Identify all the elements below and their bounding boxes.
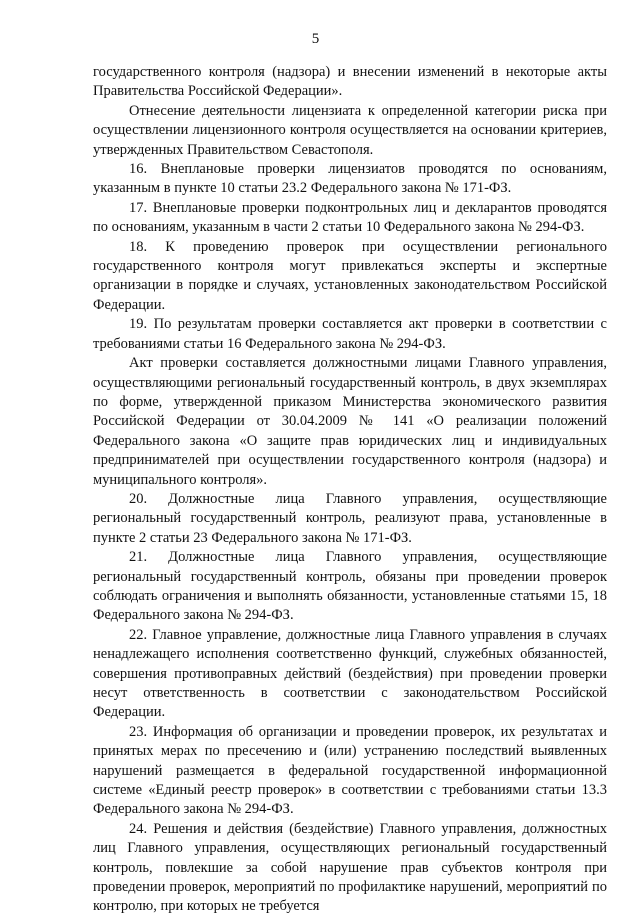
paragraph-19: 19. По результатам проверки составляется акт проверки в соответствии с требованиями статьи 16 Федерального закона № 294-ФЗ. [93, 316, 607, 352]
paragraph-23: 23. Информация об организации и проведении проверок, их результатах и принятых мерах по пресечению и (или) устранению последствий выявленных нарушений размещается в федеральной государственной информационной системе «Единый реестр проверок» в соответствии с требованиями статьи 13.3 Федерального закона № 294-ФЗ. [93, 723, 607, 818]
paragraph-22: 22. Главное управление, должностные лица Главного управления в случаях ненадлежащего исполнения соответственно функций, служебных обязанностей, совершения противоправных действий (бездействия) при проведении проверки несут ответственность в соответствии с законодательством Российской Федерации. [93, 626, 607, 721]
page-number: 5 [311, 31, 320, 47]
paragraph-24: 24. Решения и действия (бездействие) Главного управления, должностных лиц Главного управления, осуществляющих региональный государственный контроль, повлекшие за собой нарушение прав субъектов контроля при проведении проверок, мероприятий по профилактике нарушений, мероприятий по контролю, при которых не требуется [93, 820, 607, 915]
paragraph-risk-category: Отнесение деятельности лицензиата к определенной категории риска при осуществлении лицензионного контроля осуществляется на основании критериев, утвержденных Правительством Севастополя. [93, 102, 607, 158]
paragraph-16: 16. Внеплановые проверки лицензиатов проводятся по основаниям, указанным в пункте 10 статьи 23.2 Федерального закона № 171-ФЗ. [93, 161, 607, 197]
paragraph-21: 21. Должностные лица Главного управления, осуществляющие региональный государственный контроль, обязаны при проведении проверок соблюдать ограничения и выполнять обязанности, установленные статьями 15, 18 Федерального закона № 294-ФЗ. [93, 549, 607, 624]
paragraph-17: 17. Внеплановые проверки подконтрольных лиц и декларантов проводятся по основаниям, указанным в части 2 статьи 10 Федерального закона № 294-ФЗ. [93, 199, 607, 236]
paragraph-18: 18. К проведению проверок при осуществлении регионального государственного контроля могут привлекаться эксперты и экспертные организации в порядке и случаях, установленных законодательством Российской Федерации. [93, 238, 607, 313]
document-body [93, 63, 607, 917]
paragraph-inspection-act: Акт проверки составляется должностными лицами Главного управления, осуществляющими региональный государственный контроль, в двух экземплярах по форме, утвержденной приказом Министерства экономического развития Российской Федерации от 30.04.2009 № 141 «О реализации положений Федерального закона «О защите прав юридических лиц и индивидуальных предпринимателей при осуществлении государственного контроля (надзора) и муниципального контроля». [93, 355, 607, 488]
paragraph-20: 20. Должностные лица Главного управления, осуществляющие региональный государственный контроль, реализуют права, установленные в пункте 2 статьи 23 Федерального закона № 171-ФЗ. [93, 490, 607, 546]
paragraph-continuation: государственного контроля (надзора) и внесении изменений в некоторые акты Правительства Российской Федерации». [93, 64, 607, 100]
